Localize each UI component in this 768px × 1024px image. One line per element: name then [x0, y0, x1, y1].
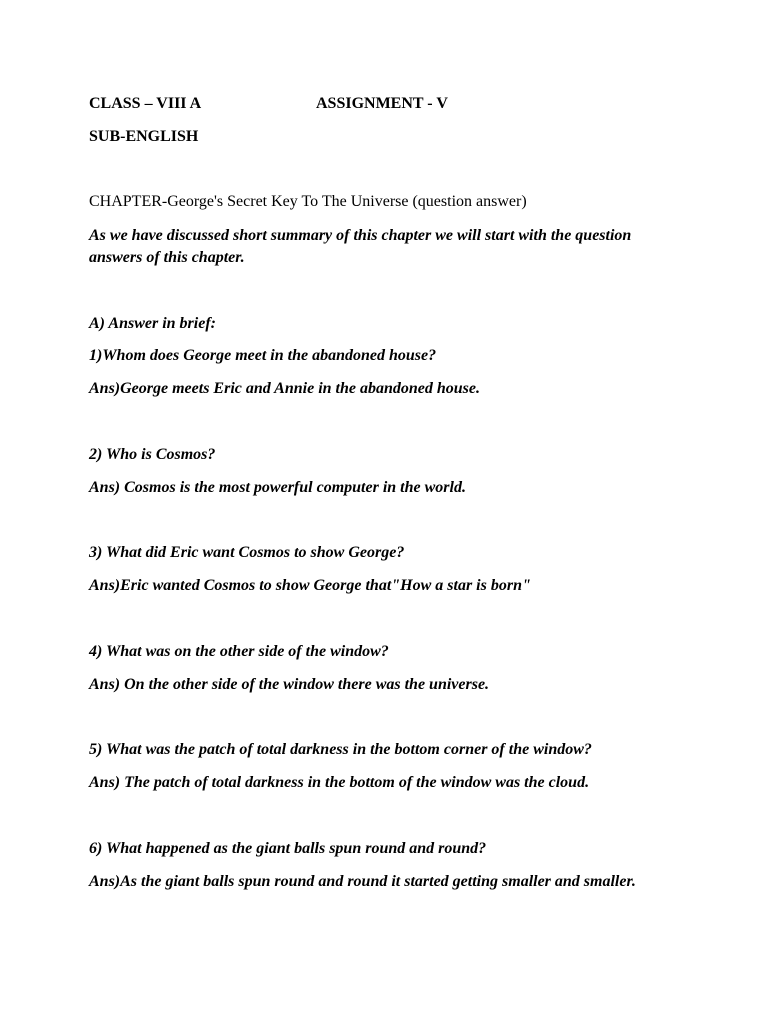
answer-2: Ans) Cosmos is the most powerful computer in the world. [89, 479, 466, 496]
question-5: 5) What was the patch of total darkness in the bottom corner of the window? [89, 741, 592, 758]
answer-1: Ans)George meets Eric and Annie in the abandoned house. [89, 380, 481, 397]
chapter-title: CHAPTER-George's Secret Key To The Universe (question answer) [89, 193, 527, 210]
question-2: 2) Who is Cosmos? [89, 446, 216, 463]
assignment-label: ASSIGNMENT - V [316, 95, 448, 112]
answer-5: Ans) The patch of total darkness in the bottom of the window was the cloud. [89, 774, 590, 791]
answer-4: Ans) On the other side of the window there was the universe. [89, 676, 490, 693]
answer-6: Ans)As the giant balls spun round and round it started getting smaller and smaller. [89, 873, 636, 890]
subject-label: SUB-ENGLISH [89, 128, 199, 145]
question-3: 3) What did Eric want Cosmos to show George? [89, 544, 405, 561]
question-4: 4) What was on the other side of the window? [89, 643, 389, 660]
answer-3: Ans)Eric wanted Cosmos to show George that"How a star is born" [89, 577, 531, 594]
class-label: CLASS – VIII A [89, 95, 202, 112]
section-heading: A) Answer in brief: [89, 315, 216, 332]
question-1: 1)Whom does George meet in the abandoned house? [89, 347, 437, 364]
chapter-intro: As we have discussed short summary of this chapter we will start with the question answers of this chapter. [89, 227, 632, 266]
question-6: 6) What happened as the giant balls spun round and round? [89, 840, 487, 857]
